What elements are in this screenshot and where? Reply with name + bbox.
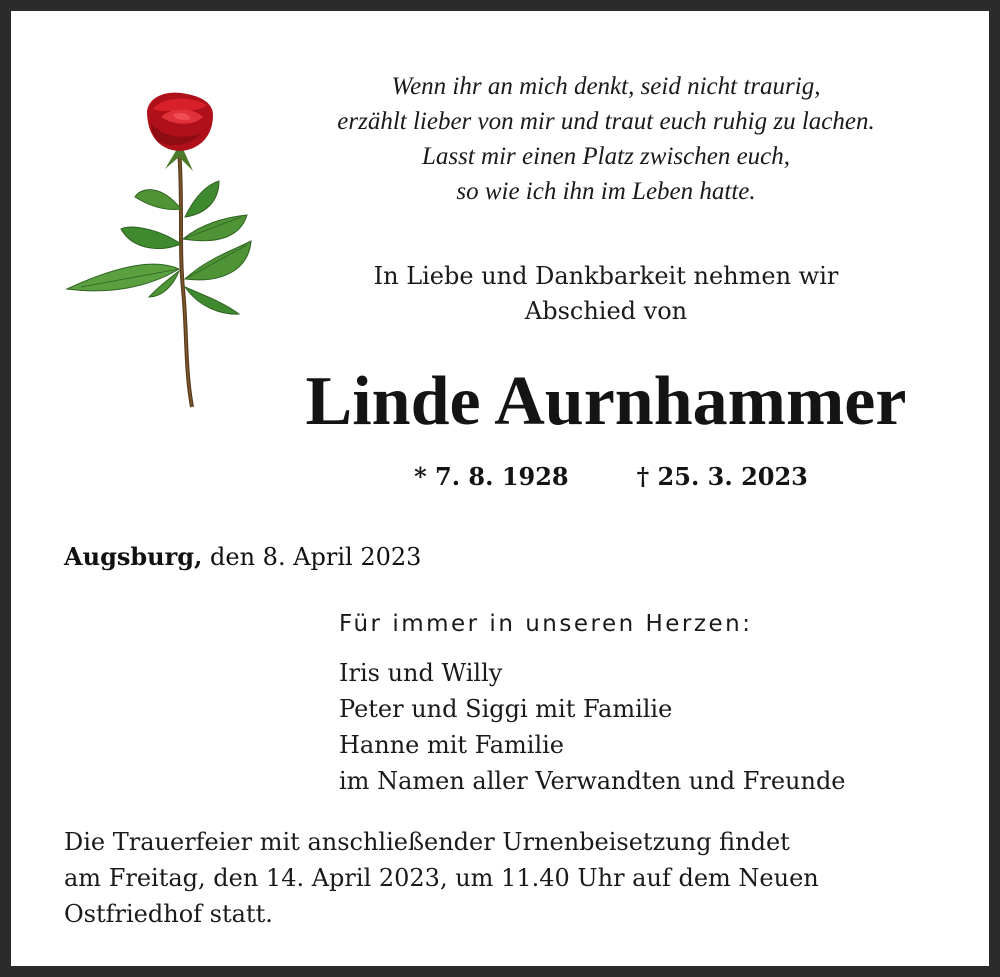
death-date: † 25. 3. 2023	[636, 462, 808, 491]
intro-line: Abschied von	[524, 297, 688, 325]
farewell-intro	[261, 259, 951, 329]
service-line: Ostfriedhof statt.	[64, 900, 273, 928]
place: Augsburg,	[64, 542, 203, 571]
intro-line: In Liebe und Dankbarkeit nehmen wir	[373, 262, 839, 290]
poem-line: Lasst mir einen Platz zwischen euch,	[421, 143, 791, 170]
red-rose-icon	[61, 89, 261, 414]
poem-line: erzählt lieber von mir und traut euch ruhig zu lachen.	[337, 108, 875, 135]
mourners-heading: Für immer in unseren Herzen:	[339, 611, 753, 637]
mourners-list	[339, 655, 846, 799]
service-line: Die Trauerfeier mit anschließender Urnenbeisetzung findet	[64, 828, 790, 856]
poem-line: so wie ich ihn im Leben hatte.	[456, 178, 756, 205]
mourner-entry: Hanne mit Familie	[339, 731, 565, 759]
funeral-service-info	[64, 824, 964, 932]
deceased-name: Linde Aurnhammer	[305, 363, 907, 440]
mourner-entry: im Namen aller Verwandten und Freunde	[339, 767, 846, 795]
mourner-entry: Iris und Willy	[339, 659, 503, 687]
poem	[261, 69, 951, 209]
birth-date: * 7. 8. 1928	[414, 462, 569, 491]
place-and-date	[64, 539, 421, 575]
service-line: am Freitag, den 14. April 2023, um 11.40 Uhr auf dem Neuen	[64, 864, 819, 892]
life-dates	[261, 459, 961, 495]
poem-line: Wenn ihr an mich denkt, seid nicht traurig,	[391, 73, 821, 100]
notice-date: den 8. April 2023	[210, 543, 422, 571]
mourner-entry: Peter und Siggi mit Familie	[339, 695, 673, 723]
